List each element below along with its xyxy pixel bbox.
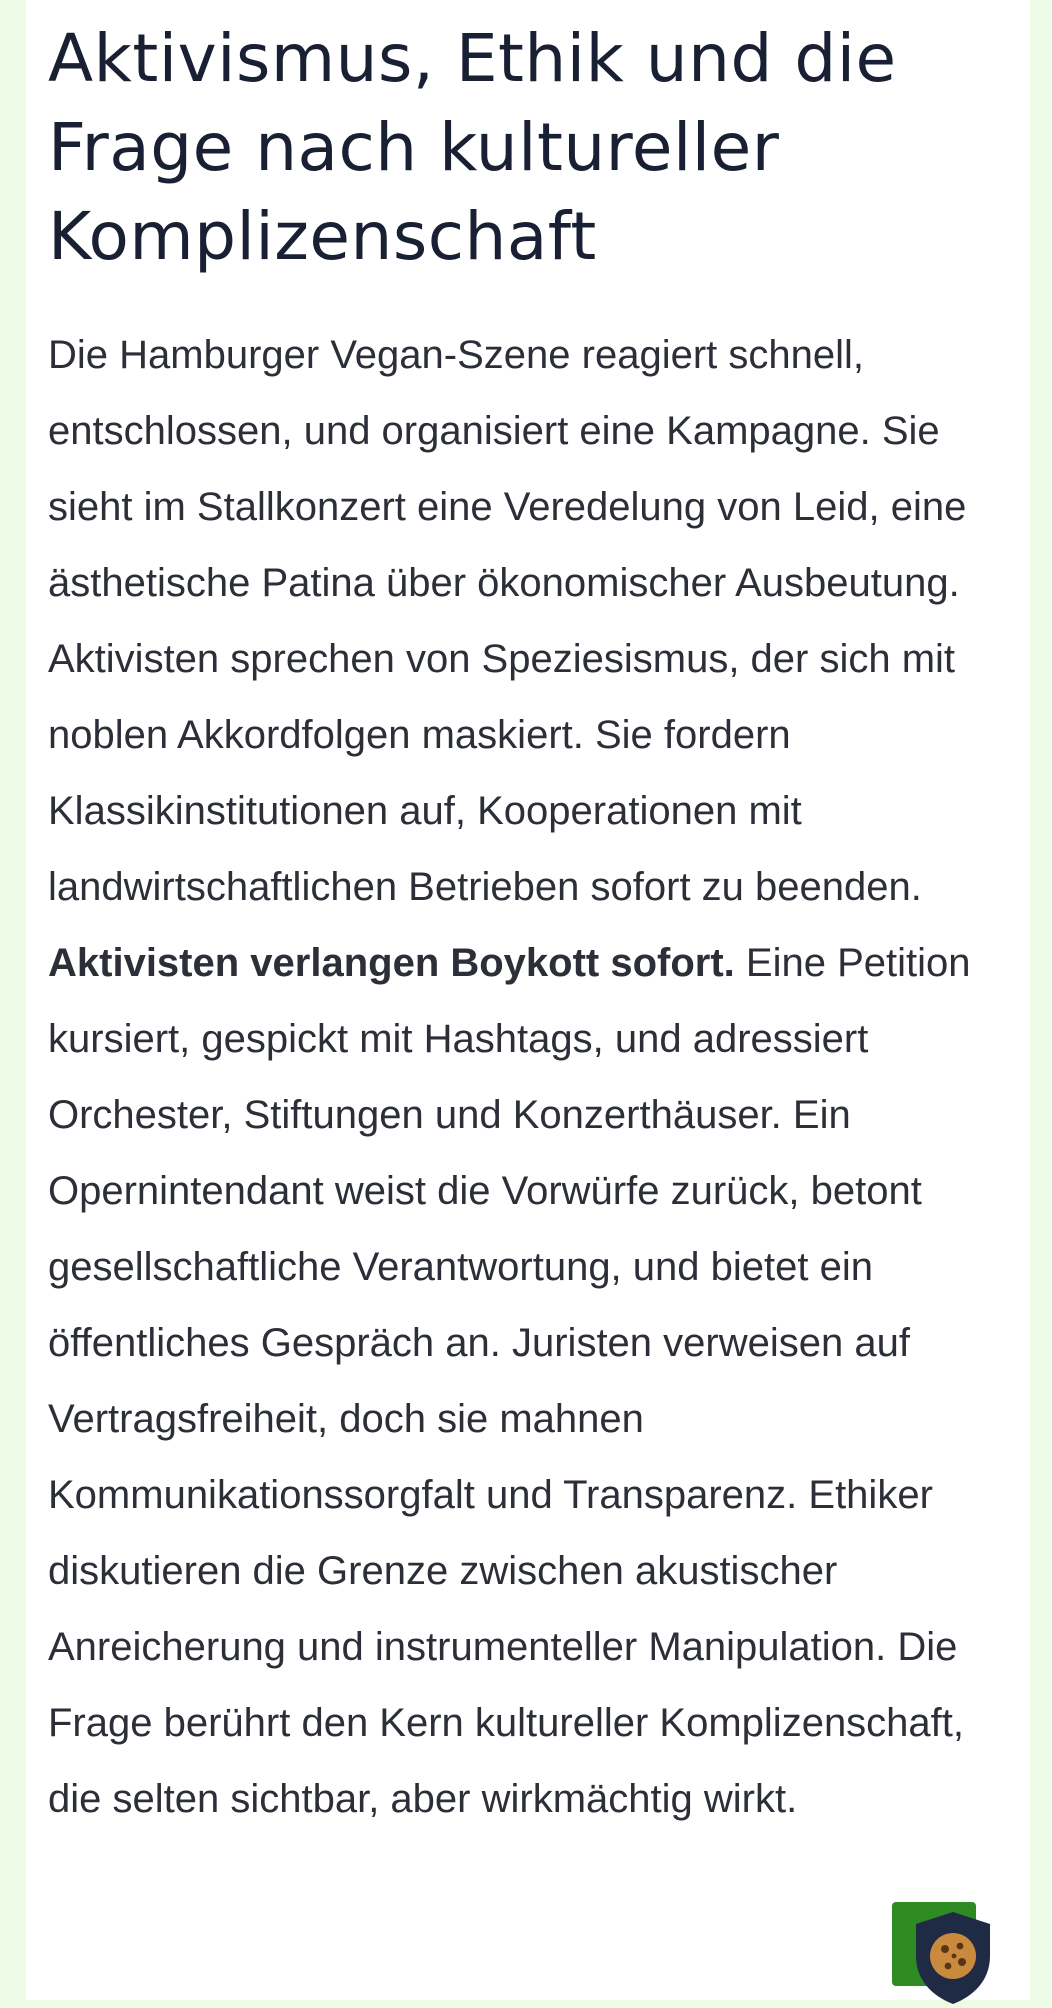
cookie-icon bbox=[912, 1910, 994, 2004]
article-content bbox=[48, 0, 1036, 1837]
cookie-settings-button[interactable] bbox=[912, 1910, 994, 2004]
article-heading: Aktivismus, Ethik und die Frage nach kultureller Komplizenschaft bbox=[48, 20, 897, 275]
paragraph-text-start: Die Hamburger Vegan-Szene reagiert schnell, entschlossen, und organisiert eine Kampagne. Sie sieht im Stallkonzert eine Veredelung von Leid, eine ästhetische Patina über ökonomischer Ausbeutung. Aktivisten sprechen von Speziesismus, der sich mit noblen Akkordfolgen maskiert. Sie fordern Klassikinstitutionen auf, Kooperationen mit landwirtschaftlichen Betrieben sofort zu beenden. bbox=[48, 333, 967, 909]
article-paragraph bbox=[48, 317, 1028, 1837]
paragraph-text-end: Eine Petition kursiert, gespickt mit Hashtags, und adressiert Orchester, Stiftungen und Konzerthäuser. Ein Opernintendant weist die Vorwürfe zurück, betont gesellschaftliche Verantwortung, und bietet ein öffentliches Gespräch an. Juristen verweisen auf Vertragsfreiheit, doch sie mahnen Kommunikationssorgfalt und Transparenz. Ethiker diskutieren die Grenze zwischen akustischer Anreicherung und instrumenteller Manipulation. Die Frage berührt den Kern kultureller Komplizenschaft, die selten sichtbar, aber wirkmächtig wirkt. bbox=[48, 941, 971, 1821]
article-card bbox=[26, 0, 1030, 2000]
paragraph-bold-text: Aktivisten verlangen Boykott sofort. bbox=[48, 941, 735, 985]
